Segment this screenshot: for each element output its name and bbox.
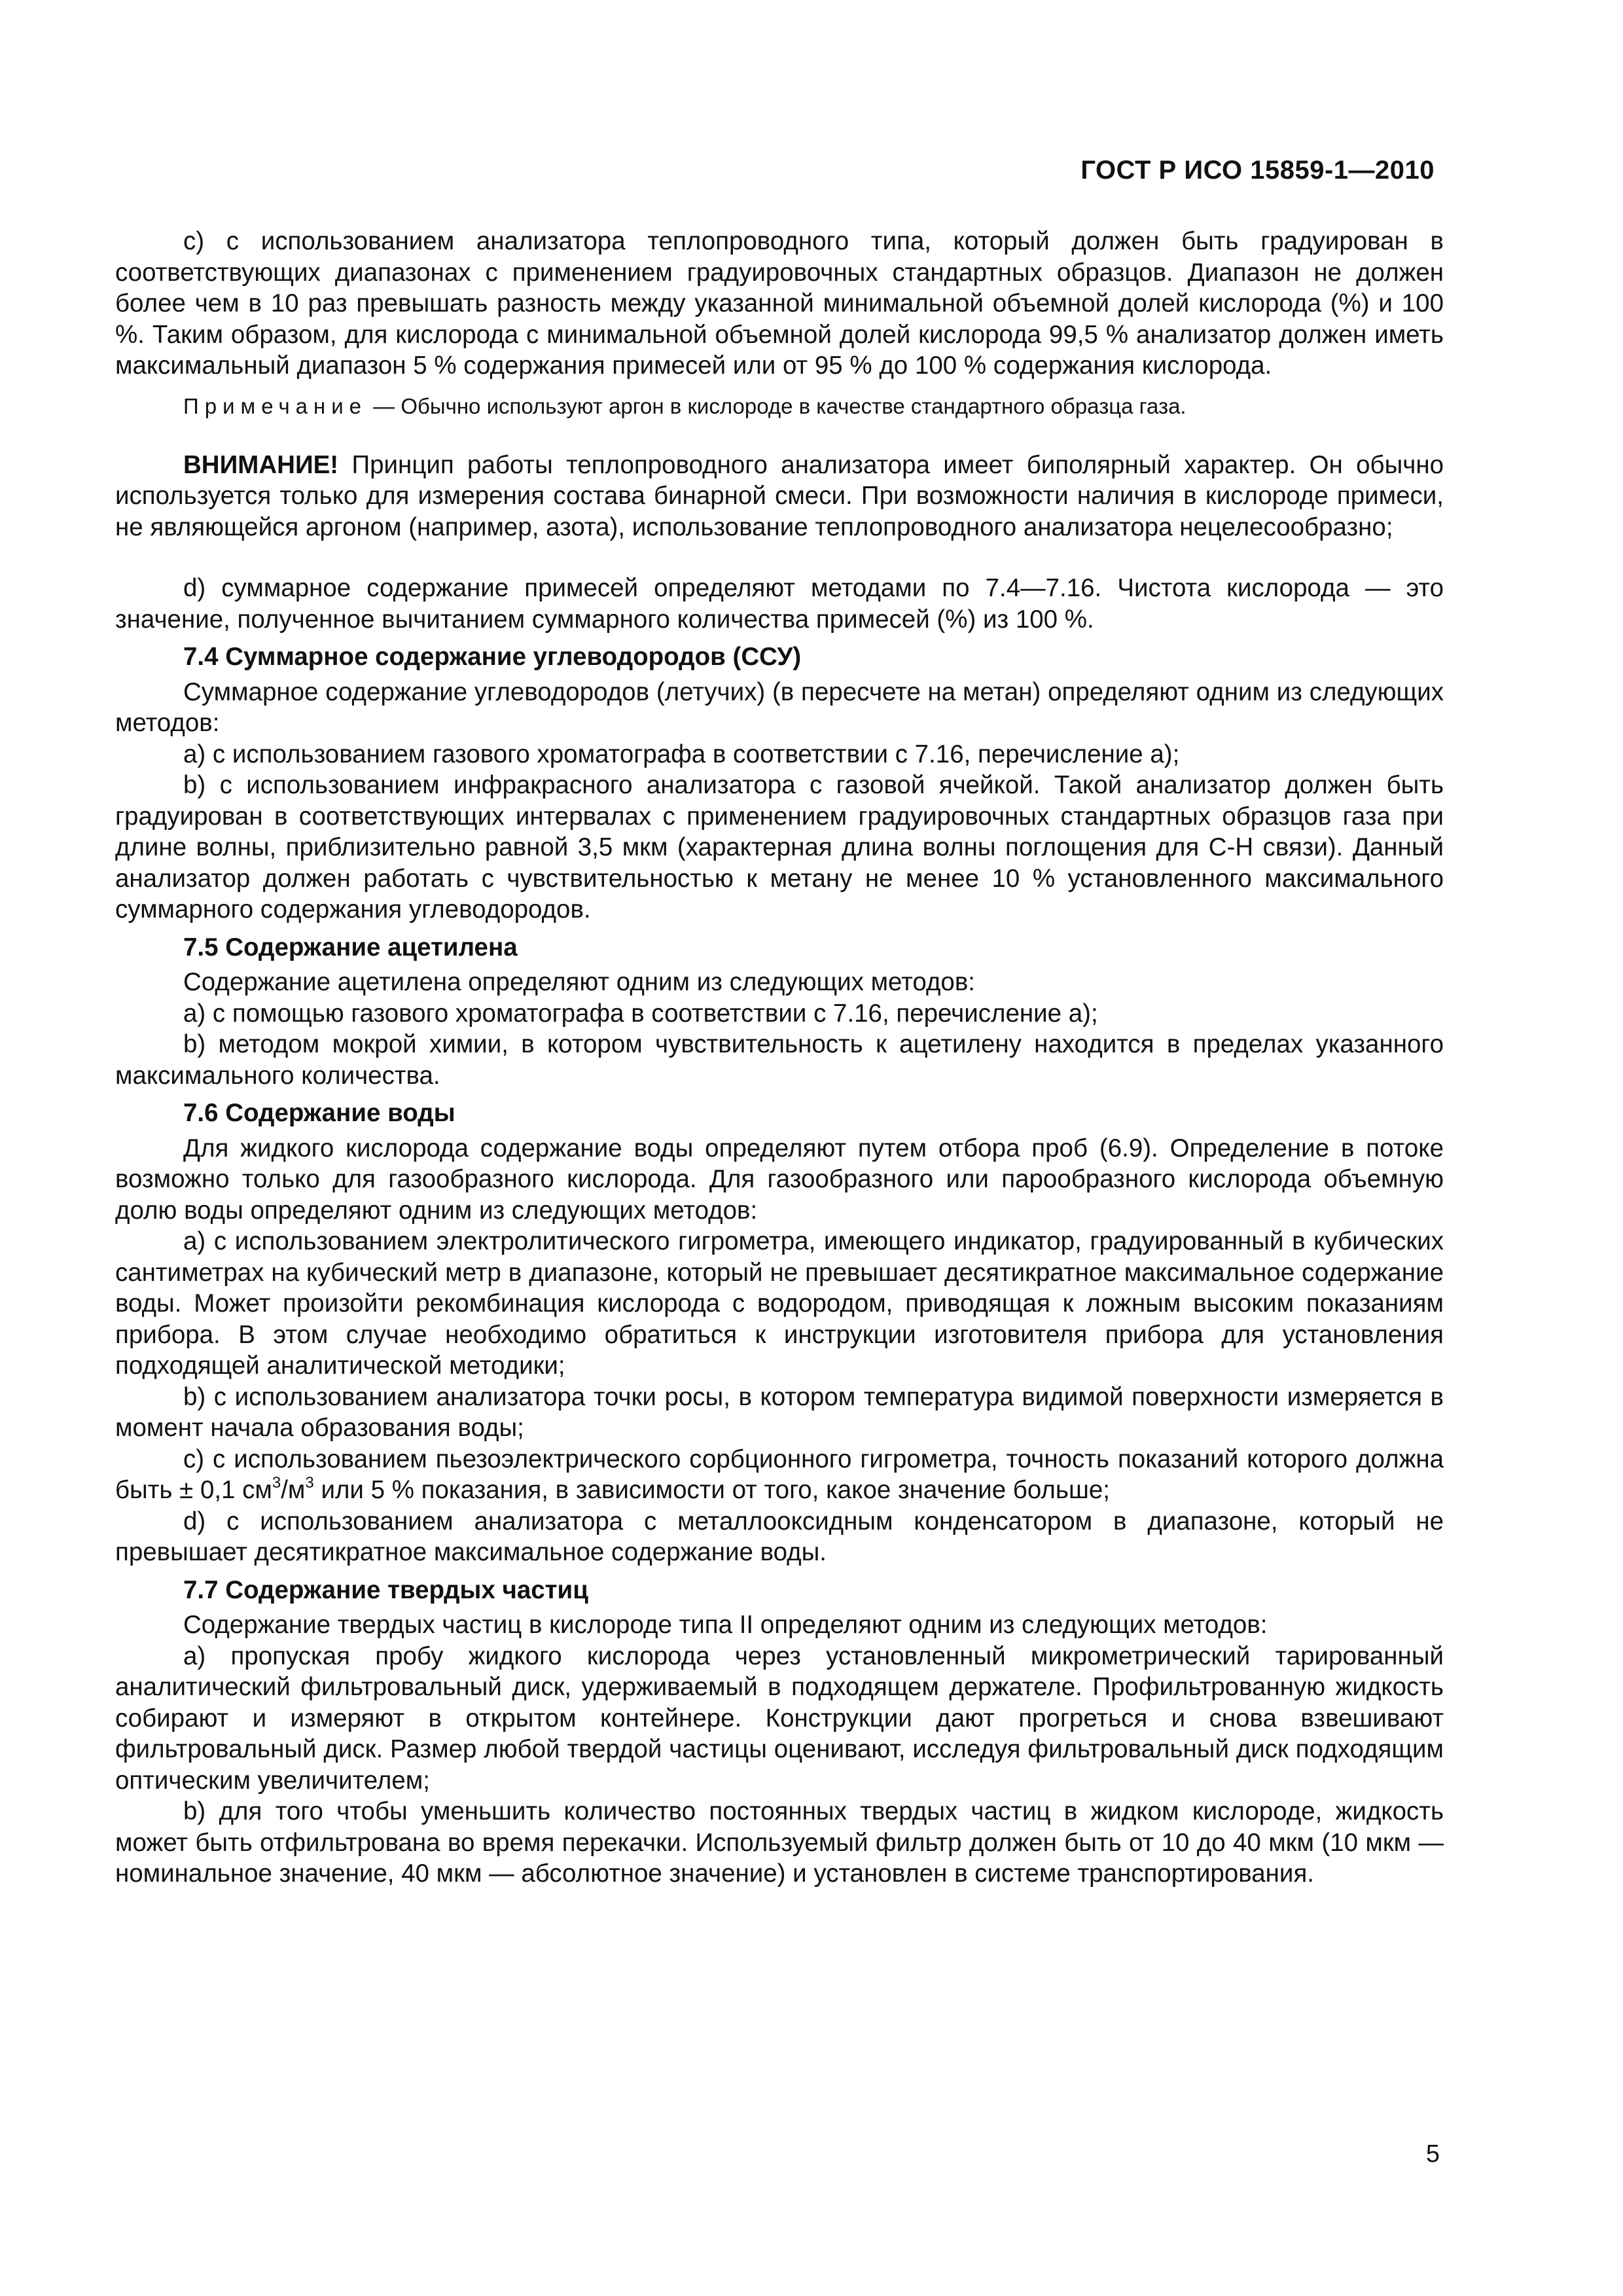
note-paragraph: [115, 393, 1444, 420]
section-7-6-item-a: a) с использованием электролитического гигрометра, имеющего индикатор, градуированный в кубических сантиметрах на кубический метр в диапазоне, который не превышает десятикратное максимальное содержание воды. Может произойти рекомбинация кислорода с водородом, приводящая к ложным высоким показаниям прибора. В этом случае необходимо обратиться к инструкции изготовителя прибора для установления подходящей аналитической методики;: [115, 1227, 1444, 1380]
section-7-7-intro: Содержание твердых частиц в кислороде типа II определяют одним из следующих методов:: [183, 1611, 1268, 1639]
note-label: Примечание: [183, 393, 368, 418]
item-c-text-2: /м: [281, 1476, 306, 1504]
section-heading-7-4: 7.4 Суммарное содержание углеводородов (ССУ): [183, 643, 802, 671]
section-7-4-item-a: a) с использованием газового хроматографа в соответствии с 7.16, перечисление а);: [183, 740, 1180, 768]
section-7-5-item-b: b) методом мокрой химии, в котором чувствительность к ацетилену находится в пределах указанного максимального количества.: [115, 1030, 1444, 1090]
section-7-5-intro: Содержание ацетилена определяют одним из следующих методов:: [183, 968, 975, 996]
section-7-6-item-d: d) с использованием анализатора с металлооксидным конденсатором в диапазоне, который не превышает десятикратное максимальное содержание воды.: [115, 1507, 1444, 1566]
superscript-3: 3: [305, 1474, 314, 1492]
section-7-6-item-c: [115, 1444, 1444, 1506]
warning-text: Принцип работы теплопроводного анализатора имеет биполярный характер. Он обычно используется только для измерения состава бинарной смеси. При возможности наличия в кислороде примеси, не являющейся аргоном (например, азота), использование теплопроводного анализатора нецелесообразно;: [115, 450, 1444, 541]
page-number: 5: [1425, 2140, 1440, 2168]
note-text: — Обычно используют аргон в кислороде в качестве стандартного образца газа.: [367, 393, 1186, 418]
item-c-text-1: c) с использованием пьезоэлектрического сорбционного гигрометра, точность показаний которого должна быть ± 0,1 см: [115, 1444, 1444, 1504]
section-7-7-item-a: a) пропуская пробу жидкого кислорода через установленный микрометрический тарированный аналитический фильтровальный диск, удерживаемый в подходящем держателе. Профильтрованную жидкость собирают и измеряют в открытом контейнере. Конструкции дают прогреться и снова взвешивают фильтровальный диск. Размер любой твердой частицы оценивают, исследуя фильтровальный диск подходящим оптическим увеличителем;: [115, 1641, 1444, 1795]
paragraph-item-d: d) суммарное содержание примесей определяют методами по 7.4—7.16. Чистота кислорода — это значение, полученное вычитанием суммарного количества примесей (%) из 100 %.: [115, 574, 1444, 634]
section-7-4-item-b: b) с использованием инфракрасного анализатора с газовой ячейкой. Такой анализатор должен быть градуирован в соответствующих интервалах с применением градуировочных стандартных образцов газа при длине волны, приблизительно равной 3,5 мкм (характерная длина волны поглощения для C-H связи). Данный анализатор должен работать с чувствительностью к метану не менее 10 % установленного максимального суммарного содержания углеводородов.: [115, 771, 1444, 924]
section-7-6-intro: Для жидкого кислорода содержание воды определяют путем отбора проб (6.9). Определение в потоке возможно только для газообразного кислорода. Для газообразного или парообразного кислорода объемную долю воды определяют одним из следующих методов:: [115, 1134, 1444, 1225]
warning-paragraph: [115, 450, 1444, 543]
section-heading-7-6: 7.6 Содержание воды: [183, 1099, 455, 1127]
section-7-6-item-b: b) с использованием анализатора точки росы, в котором температура видимой поверхности измеряется в момент начала образования воды;: [115, 1382, 1444, 1442]
standard-code-header: ГОСТ Р ИСО 15859-1—2010: [1080, 156, 1435, 185]
section-7-5-item-a: a) с помощью газового хроматографа в соответствии с 7.16, перечисление а);: [183, 999, 1098, 1028]
document-body: [115, 226, 1444, 1890]
item-c-text-3: или 5 % показания, в зависимости от того, какое значение больше;: [313, 1476, 1110, 1504]
superscript-3: 3: [272, 1474, 281, 1492]
section-heading-7-7: 7.7 Содержание твердых частиц: [183, 1575, 588, 1604]
paragraph-item-c: c) с использованием анализатора теплопроводного типа, который должен быть градуирован в соответствующих диапазонах с применением градуировочных стандартных образцов. Диапазон не должен более чем в 10 раз превышать разность между указанной минимальной объемной долей кислорода (%) и 100 %. Таким образом, для кислорода с минимальной объемной долей кислорода 99,5 % анализатор должен иметь максимальный диапазон 5 % содержания примесей или от 95 % до 100 % содержания кислорода.: [115, 227, 1444, 380]
section-7-7-item-b: b) для того чтобы уменьшить количество постоянных твердых частиц в жидком кислороде, жидкость может быть отфильтрована во время перекачки. Используемый фильтр должен быть от 10 до 40 мкм (10 мкм — номинальное значение, 40 мкм — абсолютное значение) и установлен в системе транспортирования.: [115, 1797, 1444, 1888]
section-7-4-intro: Суммарное содержание углеводородов (летучих) (в пересчете на метан) определяют одним из следующих методов:: [115, 677, 1444, 737]
section-heading-7-5: 7.5 Содержание ацетилена: [183, 933, 518, 961]
warning-lead: ВНИМАНИЕ!: [183, 450, 339, 479]
